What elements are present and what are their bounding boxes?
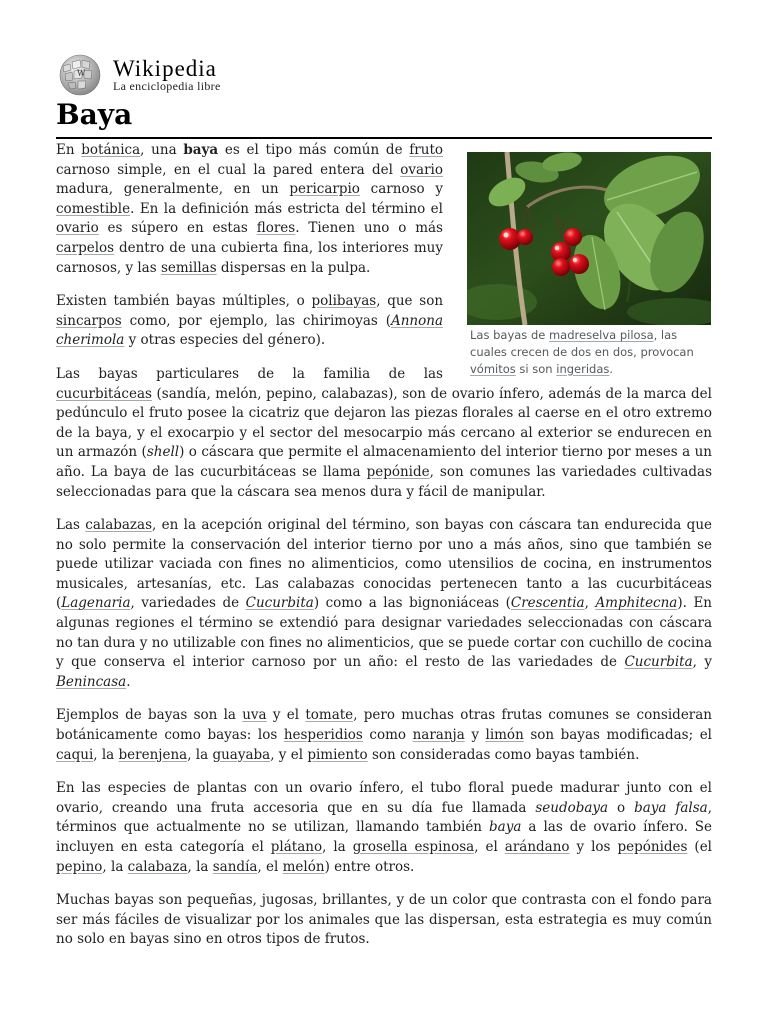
inline-link[interactable]: pericarpio bbox=[289, 181, 360, 198]
text-run: Las bayas particulares de la familia de las bbox=[56, 365, 443, 382]
text-run: y otras especies del género). bbox=[124, 332, 326, 349]
inline-link[interactable]: tomate bbox=[305, 707, 354, 724]
text-run: , variedades de bbox=[130, 595, 246, 612]
berries-photo-image[interactable] bbox=[467, 152, 711, 325]
text-run: como, por ejemplo, las chirimoyas ( bbox=[121, 312, 391, 329]
text-run: , en la acepción original del término, son bayas con cáscara tan endurecida que no solo permite la conservación del interior tierno por uno a más años, sino que también se puede utilizar vaciada con fines no alimenticios, como utensilios de cocina, en instrumentos musicales, artesanías, etc. Las calabazas conocidas pertenecen tanto a las cucurbitáceas ( bbox=[56, 517, 713, 612]
inline-link[interactable]: caqui bbox=[56, 746, 94, 763]
inline-link[interactable]: grosella espinosa bbox=[352, 839, 475, 855]
text-run: baya bbox=[489, 819, 522, 836]
inline-link[interactable]: uva bbox=[242, 707, 267, 724]
text-run: dentro de una cubierta fina, los interiores muy carnosos, y las bbox=[56, 239, 443, 276]
text-run: seudobaya bbox=[535, 799, 609, 816]
text-run: , son comunes las variedades cultivadas seleccionadas para que la cáscara sea menos dura y fácil de manipular. bbox=[56, 463, 713, 500]
text-run: . bbox=[126, 673, 131, 690]
text-run: . En la definición más estricta del término el bbox=[130, 200, 443, 217]
text-run: dispersas en la pulpa. bbox=[216, 259, 371, 276]
text-run: y bbox=[464, 727, 486, 744]
text-run: , pero muchas otras frutas comunes se consideran botánicamente como bayas: los bbox=[56, 707, 713, 744]
text-run: madura, generalmente, en un bbox=[56, 181, 290, 198]
inline-link[interactable]: berenjena bbox=[118, 746, 188, 763]
inline-link[interactable]: semillas bbox=[160, 259, 217, 276]
article-paragraph bbox=[56, 365, 712, 502]
wikipedia-wordmark[interactable]: Wikipedia bbox=[113, 56, 217, 81]
inline-link[interactable]: flores bbox=[256, 220, 296, 237]
inline-link[interactable]: pepónides bbox=[617, 839, 688, 855]
text-run: En bbox=[56, 142, 82, 158]
inline-link[interactable]: fruto bbox=[409, 142, 443, 158]
text-run: ) o cáscara que permite el almacenamiento del interior tierno por meses a un año. La baya de las cucurbitáceas se llama bbox=[56, 444, 712, 480]
text-run: ) entre otros. bbox=[324, 858, 415, 875]
text-run: si son bbox=[515, 361, 557, 376]
inline-link[interactable]: madreselva pilosa bbox=[548, 328, 654, 342]
text-run: , términos que actualmente no se utilizan, llamando también bbox=[56, 799, 712, 836]
figure-caption bbox=[467, 325, 711, 377]
article-paragraph bbox=[56, 706, 712, 765]
inline-link[interactable]: ovario bbox=[400, 161, 443, 178]
inline-link[interactable]: pepino bbox=[56, 858, 103, 875]
text-run: a las de ovario ínfero. Se incluyen en esta categoría el bbox=[56, 819, 712, 855]
inline-link[interactable]: calabazas bbox=[85, 517, 153, 534]
text-run: , las cuales crecen de dos en dos, provocan bbox=[470, 328, 694, 359]
text-run: , la bbox=[102, 858, 128, 875]
inline-link[interactable]: hesperidios bbox=[283, 727, 363, 744]
inline-link[interactable]: sincarpos bbox=[56, 312, 122, 329]
text-run: , la bbox=[187, 746, 213, 763]
article-paragraph bbox=[56, 516, 712, 692]
text-run: , bbox=[584, 595, 596, 612]
text-run: , la bbox=[187, 858, 213, 875]
text-run: . bbox=[609, 361, 614, 376]
inline-link[interactable]: pimiento bbox=[307, 746, 368, 763]
inline-link[interactable]: limón bbox=[485, 727, 524, 744]
wikipedia-globe-icon[interactable] bbox=[55, 54, 105, 96]
inline-link[interactable]: polibayas bbox=[311, 293, 377, 310]
text-run: . Tienen uno o más bbox=[295, 220, 443, 237]
text-run: , y el bbox=[270, 746, 308, 763]
text-run: o bbox=[608, 799, 635, 816]
inline-link[interactable]: Cucurbita bbox=[245, 595, 314, 612]
inline-link[interactable]: vómitos bbox=[470, 361, 516, 376]
text-run: es el tipo más común de bbox=[218, 142, 410, 158]
inline-link[interactable]: arándano bbox=[504, 839, 570, 855]
inline-link[interactable]: calabaza bbox=[127, 858, 188, 875]
text-run: , el bbox=[474, 839, 505, 855]
page-title: Baya bbox=[56, 96, 712, 139]
inline-link[interactable]: naranja bbox=[412, 727, 465, 744]
text-run: , el bbox=[257, 858, 283, 875]
inline-link[interactable]: pepónide bbox=[366, 463, 430, 480]
text-run: carnoso y bbox=[359, 181, 443, 198]
inline-link[interactable]: Cucurbita bbox=[624, 654, 693, 671]
inline-link[interactable]: ingeridas bbox=[556, 361, 610, 376]
text-run: ) como a las bignoniáceas ( bbox=[313, 595, 511, 612]
text-run: Existen también bayas múltiples, o bbox=[56, 293, 312, 310]
article-figure bbox=[467, 152, 711, 377]
article-body bbox=[56, 141, 712, 964]
text-run: es súpero en estas bbox=[98, 220, 257, 237]
inline-link[interactable]: Amphitecna bbox=[595, 595, 678, 612]
text-run: (sandía, melón, pepino, calabazas), son de ovario ínfero, además de la marca del pedúnculo el fruto posee la cicatriz que dejaron las piezas florales al caerse en el otro extremo de la baya, y el exocarpio y el sector del mesocarpio más cercano al exterior se endurecen en un armazón ( bbox=[56, 385, 712, 461]
text-run: baya falsa bbox=[634, 799, 708, 816]
inline-link[interactable]: Lagenaria bbox=[61, 595, 131, 612]
inline-link[interactable]: ovario bbox=[56, 220, 99, 237]
text-run: y el bbox=[266, 707, 306, 724]
inline-link[interactable]: comestible bbox=[56, 200, 131, 217]
svg-text:W: W bbox=[77, 68, 86, 78]
text-run: carnoso simple, en el cual la pared entera del bbox=[56, 161, 401, 178]
inline-link[interactable]: melón bbox=[282, 858, 325, 875]
text-run: , la bbox=[93, 746, 119, 763]
inline-link[interactable]: guayaba bbox=[212, 746, 271, 763]
text-run: shell bbox=[146, 444, 180, 461]
article-paragraph bbox=[56, 779, 712, 877]
inline-link[interactable]: botánica bbox=[81, 142, 141, 158]
text-run: , y bbox=[692, 654, 712, 671]
text-run: como bbox=[362, 727, 413, 744]
text-run: Las bbox=[56, 517, 86, 534]
site-header bbox=[55, 54, 355, 96]
text-run: Las bayas de bbox=[470, 328, 549, 342]
inline-link[interactable]: sandía bbox=[212, 858, 258, 875]
text-run: ). En algunas regiones el término se extendió para designar variedades seleccionadas con cáscara no tan dura y no utilizable con fines no alimenticios, que se puede cortar con cuchillo de cocina y que conserva el interior carnoso por un año: el resto de las variedades de bbox=[56, 595, 712, 671]
inline-link[interactable]: cucurbitáceas bbox=[56, 385, 152, 402]
bold-term: baya bbox=[183, 142, 219, 158]
text-run: y los bbox=[569, 839, 618, 855]
article-paragraph bbox=[56, 891, 712, 950]
text-run: Muchas bayas son pequeñas, jugosas, brillantes, y de un color que contrasta con el fondo para ser más fáciles de visualizar por los animales que las dispersan, esta estrategia es muy común no solo en bayas sino en otros tipos de frutos. bbox=[56, 892, 712, 948]
text-run: , una bbox=[140, 142, 184, 158]
inline-link[interactable]: Benincasa bbox=[56, 673, 127, 690]
inline-link[interactable]: plátano bbox=[270, 839, 323, 855]
wikipedia-tagline: La enciclopedia libre bbox=[113, 79, 221, 93]
text-run: Ejemplos de bayas son la bbox=[56, 707, 243, 724]
inline-link[interactable]: Crescentia bbox=[510, 595, 585, 612]
text-run: , la bbox=[322, 839, 353, 855]
text-run: son bayas modificadas; el bbox=[523, 727, 712, 744]
text-run: En las especies de plantas con un ovario ínfero, el tubo floral puede madurar junto con el ovario, creando una fruta accesoria que en su día fue llamada bbox=[56, 780, 712, 816]
inline-link[interactable]: Annona cherimola bbox=[56, 312, 443, 349]
text-run: , que son bbox=[376, 293, 444, 310]
text-run: (el bbox=[687, 839, 713, 855]
inline-link[interactable]: carpelos bbox=[56, 239, 115, 256]
text-run: son consideradas como bayas también. bbox=[367, 746, 640, 763]
